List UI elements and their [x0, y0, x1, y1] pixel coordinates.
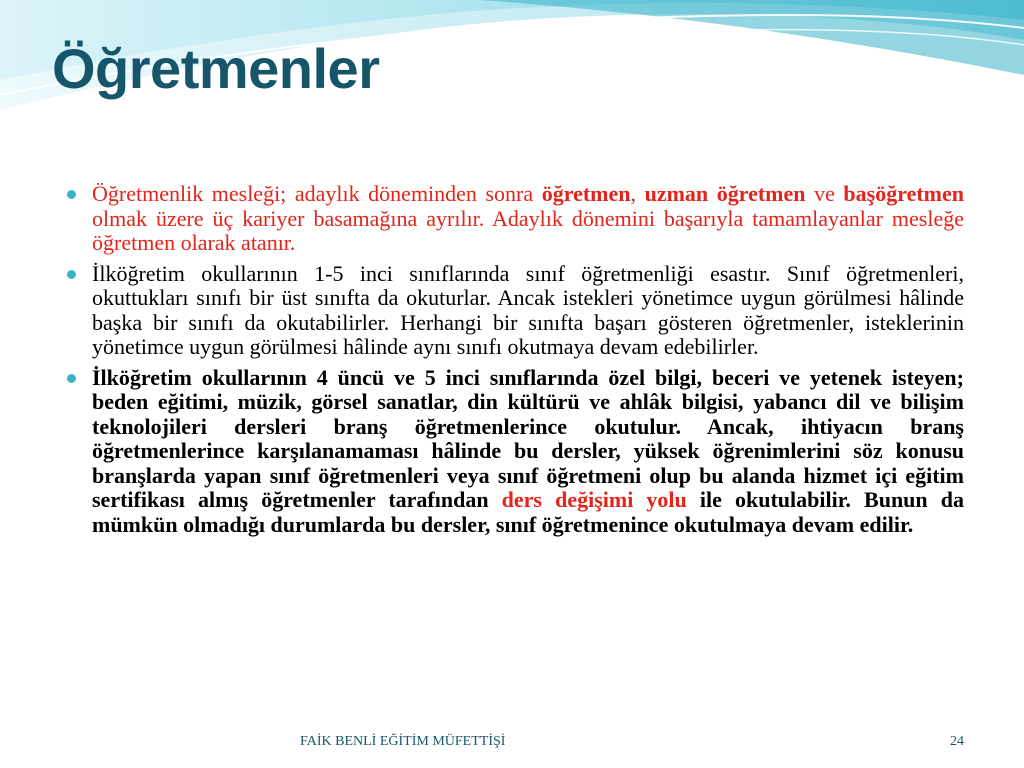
bullet-1-term-basogretmen: başöğretmen [843, 181, 965, 206]
bullet-1-text-d: olmak üzere üç kariyer basamağına ayrılır. Adaylık dönemini başarıyla tamamlayanlar mesleğe öğretmen olarak atanır. [92, 205, 964, 255]
bullet-dot-icon [67, 190, 76, 199]
bullet-list [64, 182, 964, 543]
slide-title: Öğretmenler [52, 37, 380, 100]
bullet-item-2 [64, 262, 964, 360]
bullet-1-term-ogretmen: öğretmen [541, 181, 631, 206]
bullet-1-text-a: Öğretmenlik mesleği; adaylık döneminden sonra [92, 181, 542, 206]
bullet-1-term-uzman: uzman öğretmen [644, 181, 806, 206]
bullet-2-text: İlköğretim okullarının 1-5 inci sınıflarında sınıf öğretmenliği esastır. Sınıf öğretmenleri, okuttukları sınıfı bir üst sınıfta da okuturlar. Ancak istekleri yönetimce uygun görülmesi hâlinde başka bir sınıfı da okutabilirler. Herhangi bir sınıfta başarı gösteren öğretmenler, isteklerinin yönetimce uygun görülmesi hâlinde aynı sınıfı okutmaya devam edebilirler. [92, 260, 964, 359]
page-number: 24 [950, 734, 964, 749]
bullet-1-text-c: ve [805, 181, 844, 206]
bullet-1-text-b: , [630, 181, 645, 206]
bullet-3-text-a: İlköğretim okullarının 4 üncü ve 5 inci sınıflarında özel bilgi, beceri ve yetenek isteyen; beden eğitimi, müzik, görsel sanatlar, din kültürü ve ahlâk bilgisi, yabancı dil ve bilişim teknolojileri dersleri branş öğretmenlerince okutulur. Ancak, ihtiyacın branş öğretmenlerince karşılanamaması hâlinde bu dersler, yüksek öğrenimlerini söz konusu branşlarda yapan sınıf öğretmenleri veya sınıf öğretmeni olup bu alanda hizmet içi eğitim sertifikası almış öğretmenler tarafından [92, 364, 964, 512]
bullet-dot-icon [67, 270, 76, 279]
bullet-item-1 [64, 182, 964, 256]
bullet-3-highlight: ders değişimi yolu [501, 487, 687, 512]
bullet-item-3 [64, 366, 964, 538]
footer-author: FAİK BENLİ EĞİTİM MÜFETTİŞİ [300, 734, 506, 749]
bullet-dot-icon [67, 374, 76, 383]
bullet-3-text-b: ile okutulabilir. Bunun da mümkün olmadığı durumlarda bu dersler, sınıf öğretmenince okutulmaya devam edilir. [92, 487, 964, 537]
